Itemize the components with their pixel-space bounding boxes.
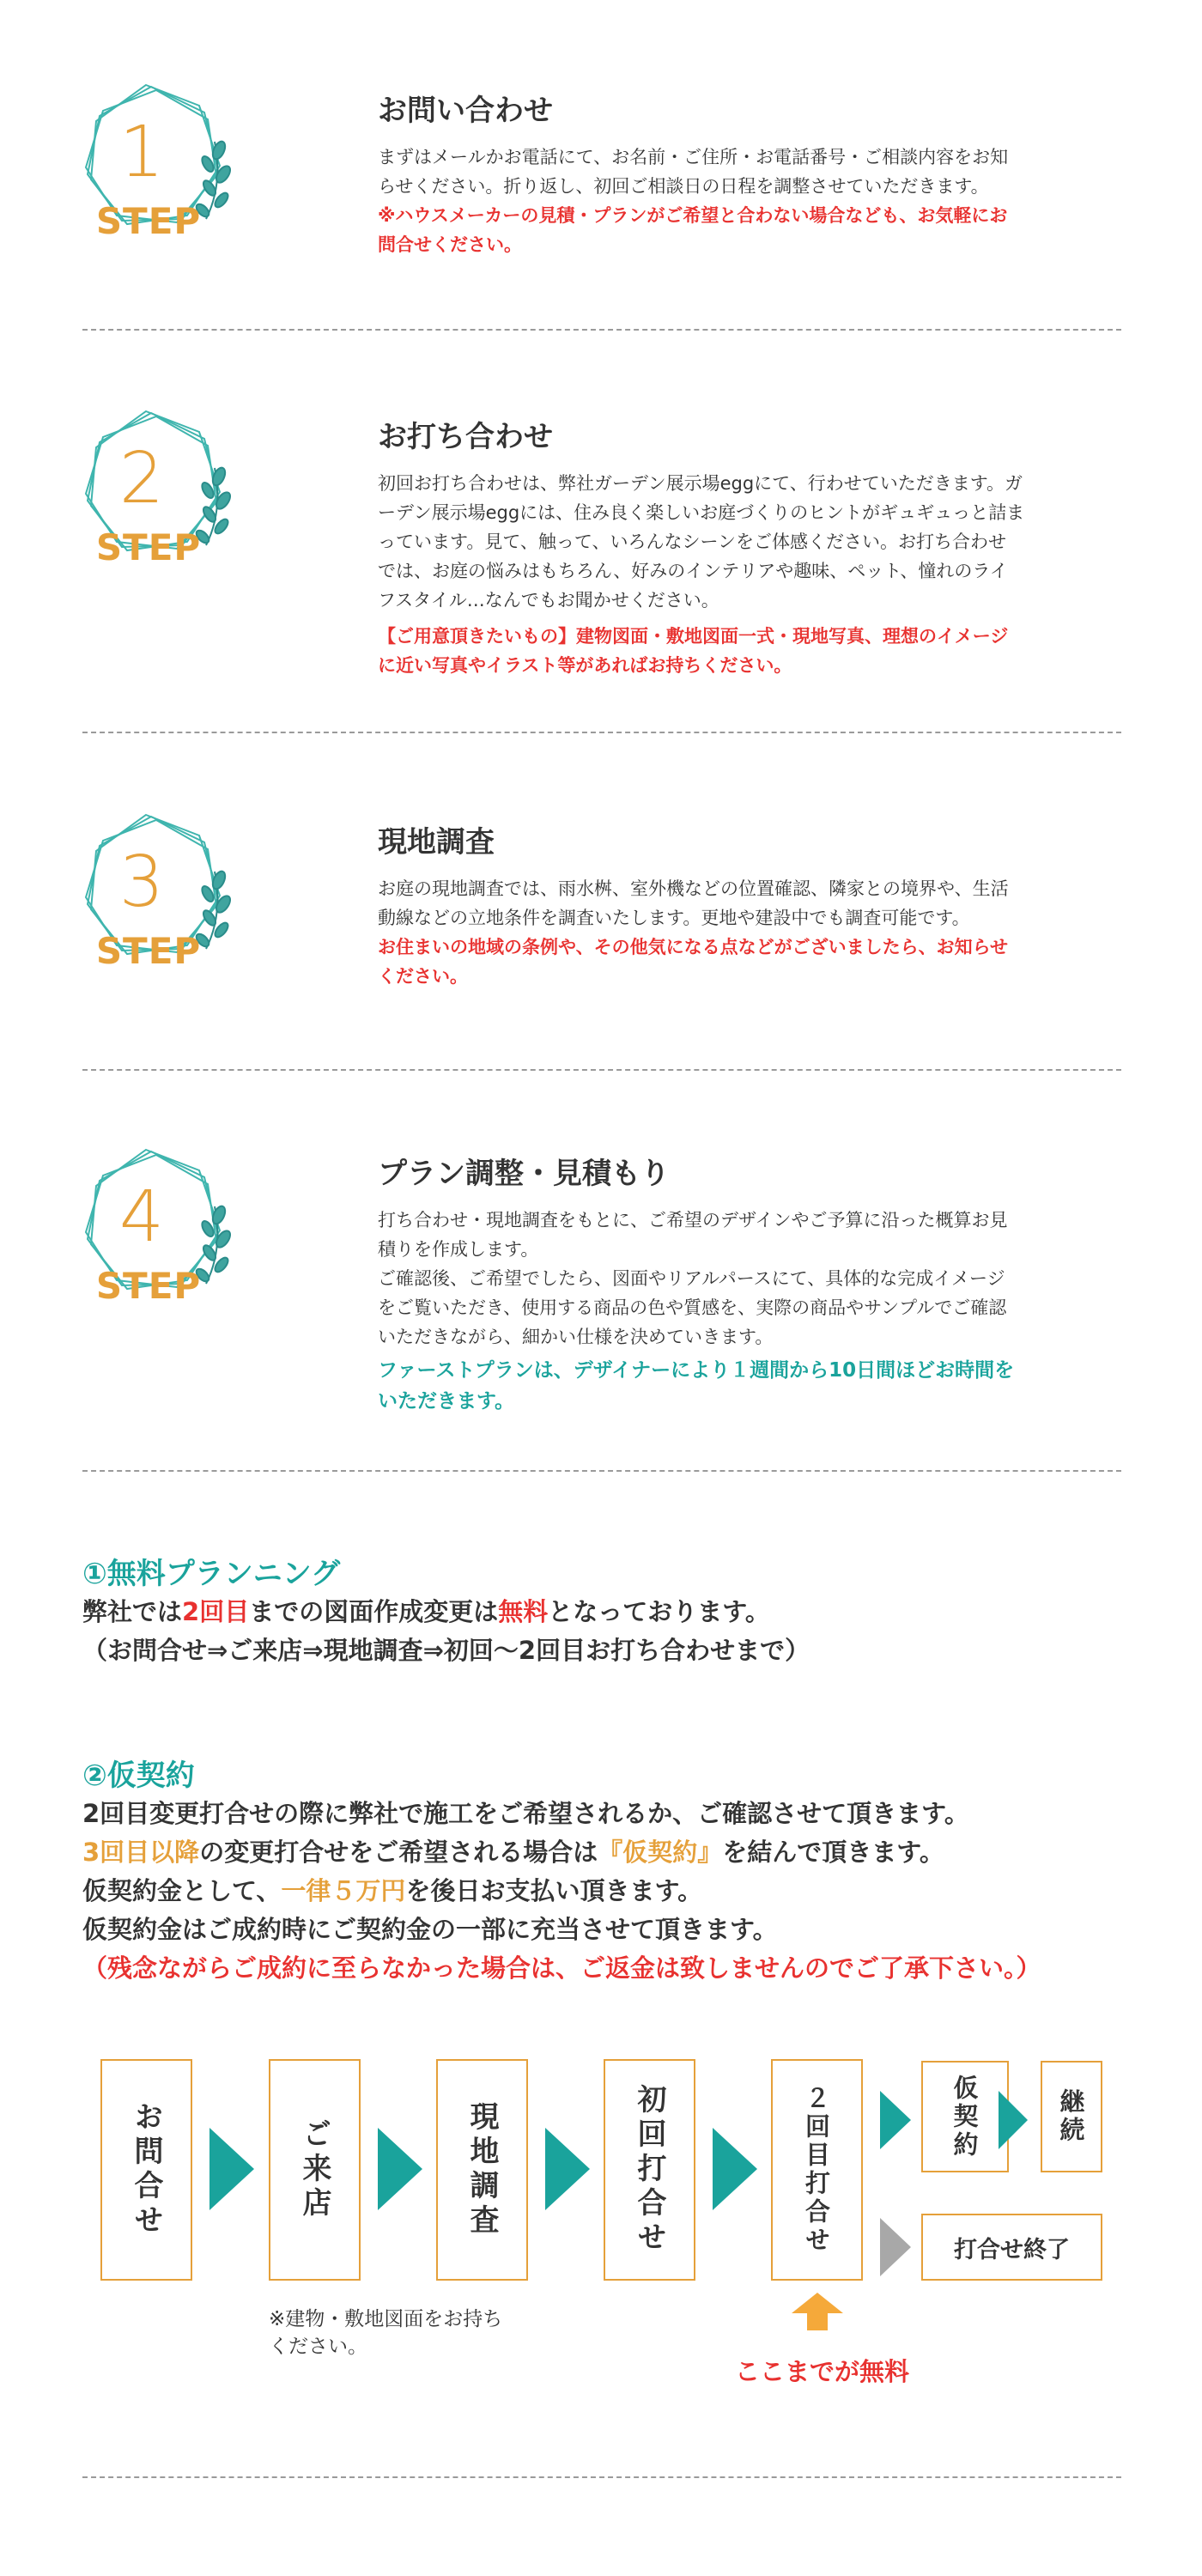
step-number: 2 <box>118 438 165 519</box>
provisional-contract-text: 2回目変更打合せの際に弊社で施工をご希望されるか、ご確認させて頂きます。 3回目以降の変更打合せをご希望される場合は『仮契約』を結んで頂きます。 仮契約金として、一律５万円を後日お支払い頂きます。 仮契約金はご成約時にご契約金の一部に充当させて頂きます。 （残念ながらご成約に至らなかった場合は、ご返金は致しませんのでご了承下さい。） <box>82 1799 1041 1983</box>
step-badge <box>77 1146 283 1352</box>
step-title: プラン調整・見積もり <box>378 1157 670 1191</box>
flow-arrow-icon <box>545 2128 590 2210</box>
step-label: STEP <box>95 930 202 972</box>
flow-arrow-icon <box>999 2091 1028 2149</box>
step-note-red: ※ハウスメーカーの見積・プランがご希望と合わない場合なども、お気軽にお 問合せください。 <box>378 204 1008 255</box>
step-label: STEP <box>95 1265 202 1307</box>
flow-arrow-gray-icon <box>880 2218 911 2276</box>
step-body: 初回お打ち合わせは、弊社ガーデン展示場eggにて、行わせていただきます。ガ ーデン展示場eggには、住み良く楽しいお庭づくりのヒントがギュギュっと詰ま っています。見て、触って、いろんなシーンをご体感ください。お打ち合わせ では、お庭の悩みはもちろん、好みのインテリアや趣味、ペット、憧れのライ フスタイル…なんでもお聞かせください。 <box>378 472 1025 611</box>
step-title: お打ち合わせ <box>378 420 553 454</box>
flow-box-inquiry: お問合せ <box>100 2059 192 2281</box>
flow-box-meeting-end: 打合せ終了 <box>921 2214 1102 2281</box>
flow-arrow-icon <box>378 2128 422 2210</box>
flow-arrow-icon <box>880 2091 911 2149</box>
step-title: 現地調査 <box>378 825 495 860</box>
free-until-here-label: ここまでが無料 <box>735 2357 910 2386</box>
step-title: お問い合わせ <box>378 94 553 128</box>
step-number: 1 <box>118 112 165 193</box>
step-note-red: 【ご用意頂きたいもの】建物図面・敷地図面一式・現地写真、理想のイメージ に近い写真やイラスト等があればお持ちください。 <box>378 625 1009 676</box>
flow-arrow-icon <box>713 2128 757 2210</box>
divider <box>82 732 1121 733</box>
step-note-teal: ファーストプランは、デザイナーにより１週間から10日間ほどお時間を いただきます。 <box>378 1358 1015 1413</box>
flow-box-provisional-contract: 仮契約 <box>921 2061 1009 2172</box>
free-planning-heading: ①無料プランニング <box>82 1557 341 1591</box>
step-label: STEP <box>95 200 202 242</box>
step-number: 4 <box>118 1176 165 1258</box>
step-badge <box>77 811 283 1018</box>
divider <box>82 2476 1121 2478</box>
flow-box-second-meeting: ２回目打合せ <box>771 2059 863 2281</box>
up-arrow-icon <box>790 2291 845 2332</box>
flow-note: ※建物・敷地図面をお持ち ください。 <box>269 2308 503 2358</box>
step-badge <box>77 82 283 288</box>
step-badge <box>77 408 283 614</box>
divider <box>82 1470 1121 1472</box>
step-body: お庭の現地調査では、雨水桝、室外機などの位置確認、隣家との境界や、生活 動線などの立地条件を調査いたします。更地や建設中でも調査可能です。 <box>378 878 1009 928</box>
step-note-red: お住まいの地域の条例や、その他気になる点などがございましたら、お知らせ ください。 <box>378 936 1008 987</box>
free-planning-text: 弊社では2回目までの図面作成変更は無料となっております。 （お問合せ⇒ご来店⇒現地調査⇒初回〜2回目お打ち合わせまで） <box>82 1597 810 1665</box>
step-body: まずはメールかお電話にて、お名前・ご住所・お電話番号・ご相談内容をお知 らせください。折り返し、初回ご相談日の日程を調整させていただきます。 <box>378 146 1009 197</box>
divider <box>82 329 1121 331</box>
flow-box-first-meeting: 初回打合せ <box>604 2059 695 2281</box>
divider <box>82 1069 1121 1071</box>
flow-box-site-survey: 現地調査 <box>436 2059 528 2281</box>
flow-box-visit: ご来店 <box>269 2059 361 2281</box>
flow-box-continue: 継続 <box>1041 2061 1102 2172</box>
provisional-contract-heading: ②仮契約 <box>82 1759 195 1793</box>
flow-arrow-icon <box>209 2128 254 2210</box>
step-label: STEP <box>95 526 202 568</box>
step-number: 3 <box>118 841 165 923</box>
step-body: 打ち合わせ・現地調査をもとに、ご希望のデザインやご予算に沿った概算お見 積りを作成します。 ご確認後、ご希望でしたら、図面やリアルパースにて、具体的な完成イメージ をご覧いただき、使用する商品の色や質感を、実際の商品やサンプルでご確認 いただきながら、細かい仕様を決めていきます。 <box>378 1209 1008 1347</box>
